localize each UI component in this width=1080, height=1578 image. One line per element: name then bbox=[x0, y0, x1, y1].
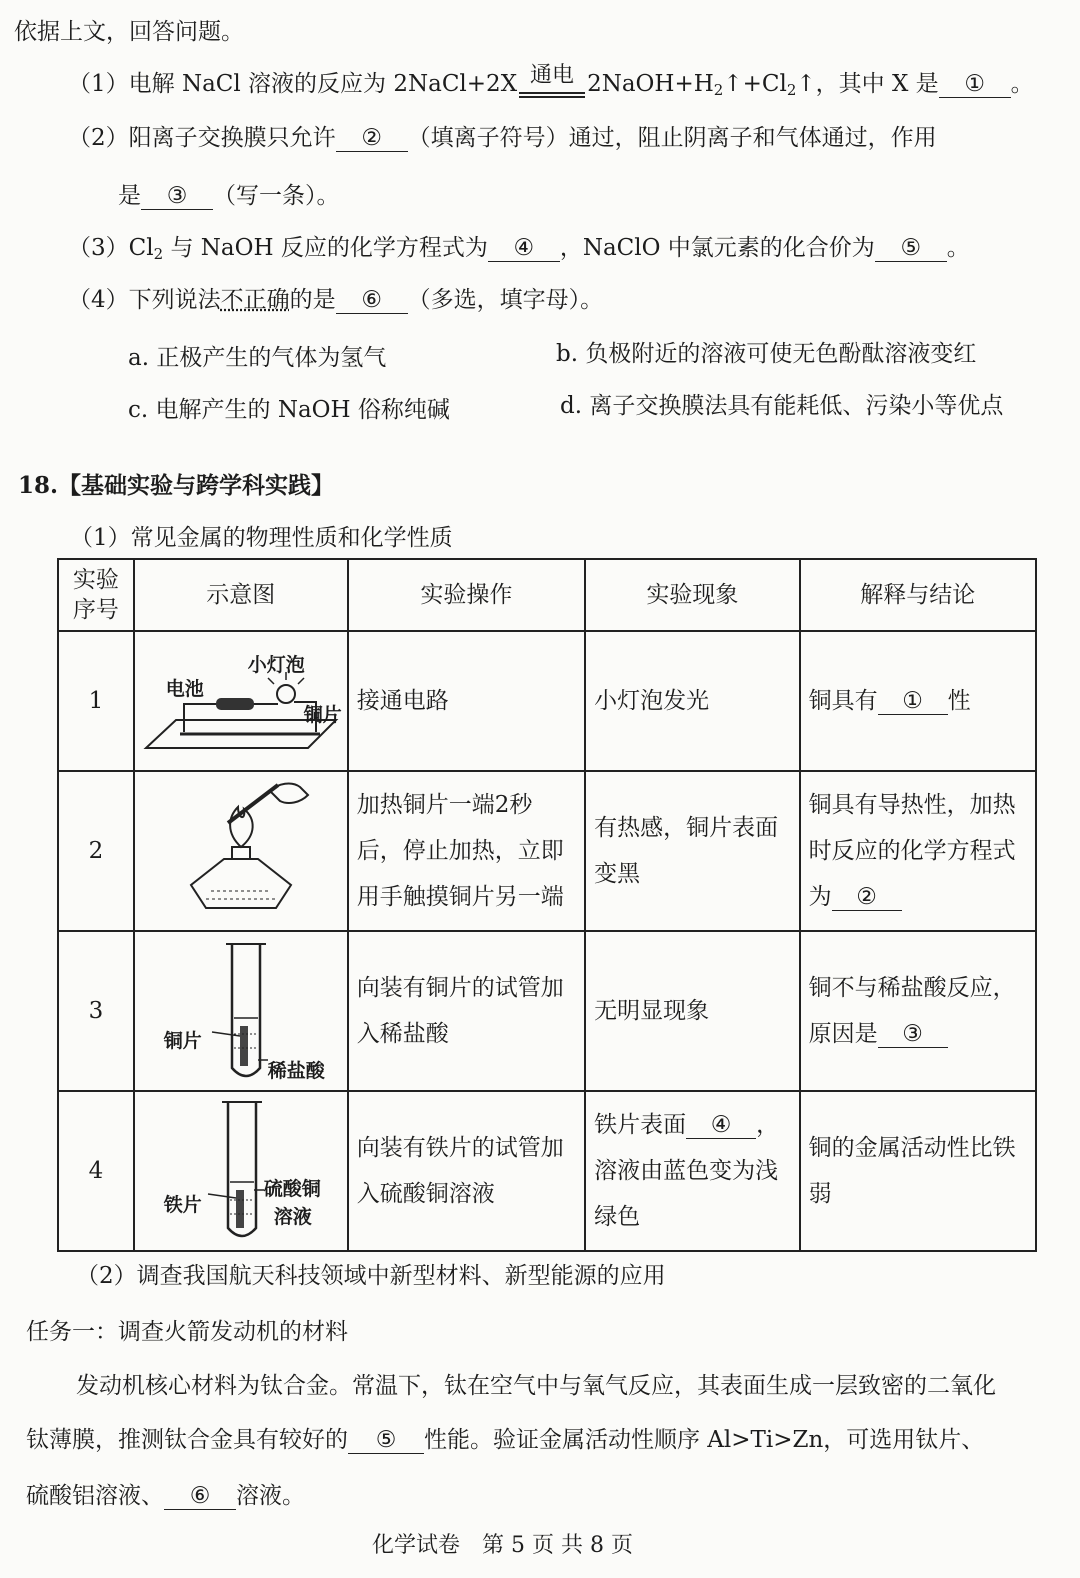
question-3 bbox=[68, 232, 970, 270]
q1-end: 。 bbox=[1010, 71, 1034, 97]
question-2-line1 bbox=[68, 122, 937, 154]
reaction-condition-arrow bbox=[517, 63, 587, 106]
circuit-diagram bbox=[134, 631, 348, 771]
table-row bbox=[58, 631, 1036, 771]
row-number: 1 bbox=[58, 631, 134, 771]
test-tube-diagram-iron bbox=[134, 1091, 348, 1251]
answer-blank-1[interactable]: ① bbox=[939, 71, 1011, 98]
header-operation: 实验操作 bbox=[348, 559, 585, 631]
row3-conclusion: 铜不与稀盐酸反应，原因是 ③ bbox=[800, 931, 1036, 1091]
header-conclusion: 解释与结论 bbox=[800, 559, 1036, 631]
label-copper-sulfate: 硫酸铜 bbox=[263, 1178, 321, 1200]
label-solution: 溶液 bbox=[273, 1206, 312, 1228]
para-blank-5[interactable]: ⑤ bbox=[348, 1427, 424, 1454]
paragraph-line-1: 发动机核心材料为钛合金。常温下，钛在空气中与氧气反应，其表面生成一层致密的二氧化 bbox=[76, 1373, 996, 1399]
label-battery: 电池 bbox=[165, 678, 204, 700]
table-header-row bbox=[58, 559, 1036, 631]
row3-phenomenon: 无明显现象 bbox=[585, 931, 799, 1091]
question-1 bbox=[68, 63, 1034, 106]
page-footer: 化学试卷 第 5 页 共 8 页 bbox=[372, 1533, 633, 1558]
paragraph-line-3: 硫酸铝溶液、 ⑥ 溶液。 bbox=[26, 1483, 305, 1509]
row4-operation: 向装有铁片的试管加入硫酸铜溶液 bbox=[348, 1091, 585, 1251]
row3-operation: 向装有铜片的试管加入稀盐酸 bbox=[348, 931, 585, 1091]
row2-conclusion: 铜具有导热性，加热时反应的化学方程式为 ② bbox=[800, 771, 1036, 931]
q4-mid: 的是 bbox=[289, 287, 336, 313]
label-bulb: 小灯泡 bbox=[247, 654, 305, 676]
row-number: 2 bbox=[58, 771, 134, 931]
answer-blank-6[interactable]: ⑥ bbox=[336, 287, 408, 314]
header-seq: 实验 序号 bbox=[58, 559, 134, 631]
q4-suffix: （多选，填字母）。 bbox=[407, 287, 604, 313]
experiment-table bbox=[57, 558, 1037, 1252]
q4-prefix: （4）下列说法 bbox=[68, 287, 221, 313]
table-row bbox=[58, 1091, 1036, 1251]
answer-blank-3[interactable]: ③ bbox=[141, 183, 213, 210]
table-blank-2[interactable]: ② bbox=[832, 884, 902, 911]
question-2-line2 bbox=[118, 180, 340, 212]
alcohol-lamp-illustration bbox=[166, 773, 316, 913]
table-blank-1[interactable]: ① bbox=[878, 688, 948, 715]
row4-conclusion: 铜的金属活动性比铁弱 bbox=[800, 1091, 1036, 1251]
row2-phenomenon: 有热感，铜片表面变黑 bbox=[585, 771, 799, 931]
answer-blank-2[interactable]: ② bbox=[336, 125, 408, 152]
q2-line2-suffix: （写一条）。 bbox=[213, 183, 340, 209]
row4-phenomenon: 铁片表面 ④ ，溶液由蓝色变为浅绿色 bbox=[585, 1091, 799, 1251]
section-18-title: 18.【基础实验与跨学科实践】 bbox=[18, 472, 335, 499]
option-c: c. 电解产生的 NaOH 俗称纯碱 bbox=[128, 397, 450, 423]
section-18-part1: （1）常见金属的物理性质和化学性质 bbox=[70, 525, 453, 551]
intro-text: 依据上文，回答问题。 bbox=[14, 19, 244, 45]
option-a: a. 正极产生的气体为氢气 bbox=[128, 345, 387, 371]
header-phenomenon: 实验现象 bbox=[585, 559, 799, 631]
table-blank-3[interactable]: ③ bbox=[878, 1021, 948, 1048]
row-number: 3 bbox=[58, 931, 134, 1091]
q3-mid: 与 NaOH 反应的化学方程式为 bbox=[163, 235, 488, 261]
q3-end: 。 bbox=[946, 235, 970, 261]
q3-prefix: （3）Cl bbox=[68, 235, 154, 261]
test-tube-diagram-copper bbox=[134, 931, 348, 1091]
label-dilute-hcl: 稀盐酸 bbox=[267, 1060, 325, 1082]
answer-blank-5[interactable]: ⑤ bbox=[875, 235, 947, 262]
q1-subscript-b: 2 bbox=[786, 81, 797, 99]
option-b: b. 负极附近的溶液可使无色酚酞溶液变红 bbox=[556, 341, 977, 367]
q1-prefix: （1）电解 NaCl 溶液的反应为 2NaCl+2X bbox=[68, 71, 518, 97]
row-number: 4 bbox=[58, 1091, 134, 1251]
header-diagram: 示意图 bbox=[134, 559, 348, 631]
q3-subscript: 2 bbox=[153, 245, 164, 263]
paragraph-line-2: 钛薄膜，推测钛合金具有较好的 ⑤ 性能。验证金属活动性顺序 Al>Ti>Zn，可选用钛片、 bbox=[26, 1427, 985, 1453]
q2-prefix: （2）阳离子交换膜只允许 bbox=[68, 125, 336, 151]
label-copper-sheet: 铜片 bbox=[303, 704, 342, 726]
table-row bbox=[58, 931, 1036, 1091]
q1-subscript: 2 bbox=[713, 81, 724, 99]
row1-phenomenon: 小灯泡发光 bbox=[585, 631, 799, 771]
q1-product-b: ↑+Cl bbox=[723, 71, 787, 97]
q2-line2-prefix: 是 bbox=[118, 183, 141, 209]
row1-conclusion: 铜具有 ① 性 bbox=[800, 631, 1036, 771]
reaction-condition: 通电 bbox=[530, 63, 575, 88]
q4-emphasis: 不正确 bbox=[220, 287, 290, 313]
row1-operation: 接通电路 bbox=[348, 631, 585, 771]
option-d: d. 离子交换膜法具有能耗低、污染小等优点 bbox=[560, 393, 1004, 419]
part-2-heading: （2）调查我国航天科技领域中新型材料、新型能源的应用 bbox=[76, 1263, 666, 1289]
question-4 bbox=[68, 284, 603, 316]
heating-diagram bbox=[134, 771, 348, 931]
answer-blank-4[interactable]: ④ bbox=[488, 235, 560, 262]
q3-mid2: ，NaClO 中氯元素的化合价为 bbox=[559, 235, 875, 261]
table-row bbox=[58, 771, 1036, 931]
para-blank-6[interactable]: ⑥ bbox=[164, 1483, 236, 1510]
table-blank-4[interactable]: ④ bbox=[686, 1112, 756, 1139]
row2-operation: 加热铜片一端2秒后，停止加热，立即用手触摸铜片另一端 bbox=[348, 771, 585, 931]
q2-suffix: （填离子符号）通过，阻止阴离子和气体通过，作用 bbox=[407, 125, 937, 151]
label-copper-sheet-3: 铜片 bbox=[163, 1030, 202, 1052]
task-1-heading: 任务一：调查火箭发动机的材料 bbox=[26, 1319, 348, 1345]
label-iron-sheet: 铁片 bbox=[163, 1194, 202, 1216]
q1-product-c: ↑，其中 X 是 bbox=[796, 71, 939, 97]
q1-product-a: 2NaOH+H bbox=[587, 71, 714, 97]
